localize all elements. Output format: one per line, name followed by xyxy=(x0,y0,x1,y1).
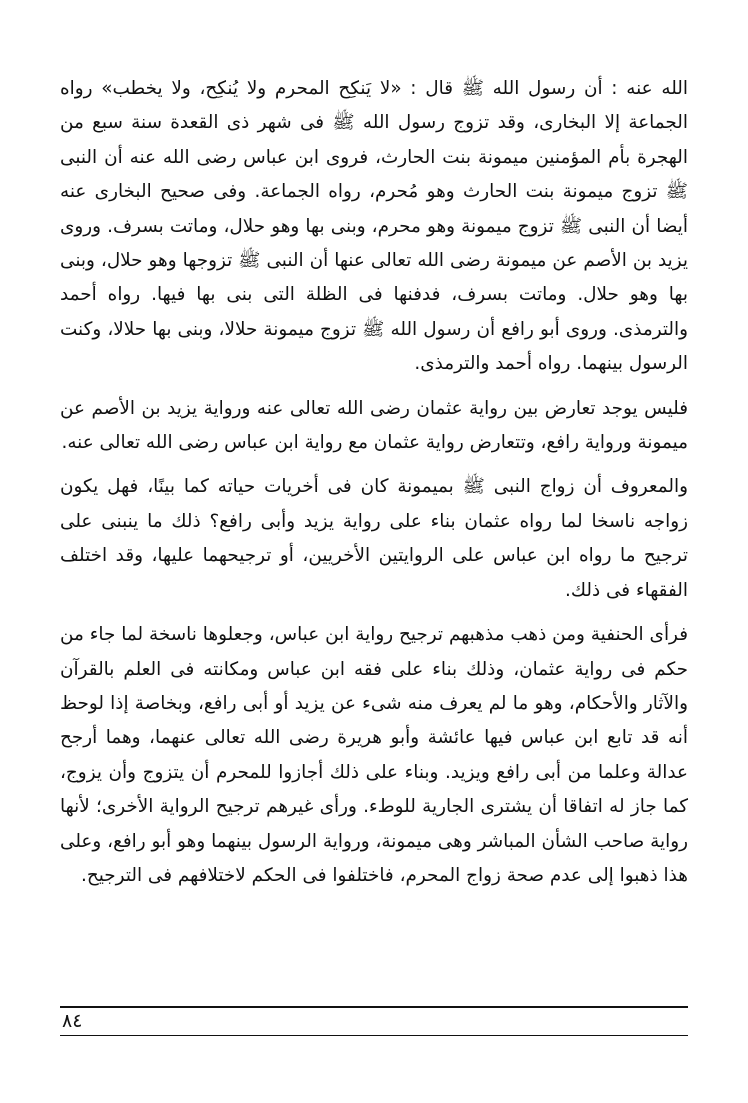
footer-rule-thick xyxy=(60,1006,688,1008)
paragraph-2: فليس يوجد تعارض بين رواية عثمان رضى الله تعالى عنه ورواية يزيد بن الأصم عن ميمونة ورواية رافع، وتتعارض رواية عثمان مع رواية ابن عباس رضى الله تعالى عنه. xyxy=(60,397,688,454)
body-text xyxy=(60,72,688,893)
paragraph-1: الله عنه : أن رسول الله ﷺ قال : «لا يَنكِح المحرم ولا يُنكِح، ولا يخطب» رواه الجماعة إلا البخارى، وقد تزوج رسول الله ﷺ فى شهر ذى القعدة سنة سبع من الهجرة بأم المؤمنين ميمونة بنت الحارث، فروى ابن عباس رضى الله عنه أن النبى ﷺ تزوج ميمونة بنت الحارث وهو مُحرم، رواه الجماعة. وفى صحيح البخارى عنه أيضا أن النبى ﷺ تزوج ميمونة وهو محرم، وبنى بها وهو حلال، وماتت بسرف. وروى يزيد بن الأصم عن ميمونة رضى الله تعالى عنها أن النبى ﷺ تزوجها وهو حلال، وبنى بها وهو حلال. وماتت بسرف، فدفنها فى الظلة التى بنى بها فيها. رواه أحمد والترمذى. وروى أبو رافع أن رسول الله ﷺ تزوج ميمونة حلالا، وبنى بها حلالا، وكنت الرسول بينهما. رواه أحمد والترمذى. xyxy=(60,78,688,375)
page-number: ٨٤ xyxy=(62,1010,83,1032)
paragraph-4: فرأى الحنفية ومن ذهب مذهبهم ترجيح رواية ابن عباس، وجعلوها ناسخة لما جاء من حكم فى رواية عثمان، وذلك بناء على فقه ابن عباس ومكانته فى العلم بالقرآن والآثار والأحكام، وهو ما لم يعرف منه شىء عن يزيد أو أبى رافع، وبخاصة إذا لوحظ أنه قد تابع ابن عباس فيها عائشة وأبو هريرة رضى الله تعالى عنهما، وهما أرجح عدالة وعلما من أبى رافع ويزيد. وبناء على ذلك أجازوا للمحرم أن يتزوج وأن يزوج، كما جاز له اتفاقا أن يشترى الجارية للوطء. ورأى غيرهم ترجيح الرواية الأخرى؛ لأنها رواية صاحب الشأن المباشر وهى ميمونة، ورواية الرسول بينهما وهو أبو رافع، وعلى هذا ذهبوا إلى عدم صحة زواج المحرم، فاختلفوا فى الحكم لاختلافهم فى الترجيح. xyxy=(60,624,688,886)
paragraph-3: والمعروف أن زواج النبى ﷺ بميمونة كان فى أخريات حياته كما بينًا، فهل يكون زواجه ناسخا لما رواه عثمان بناء على رواية يزيد وأبى رافع؟ ذلك ما ينبنى على ترجيح ما رواه ابن عباس على الروايتين الأخريين، أو ترجيحهما عليها، وقد اختلف الفقهاء فى ذلك. xyxy=(60,476,688,601)
footer-rule-thin xyxy=(60,1035,688,1036)
